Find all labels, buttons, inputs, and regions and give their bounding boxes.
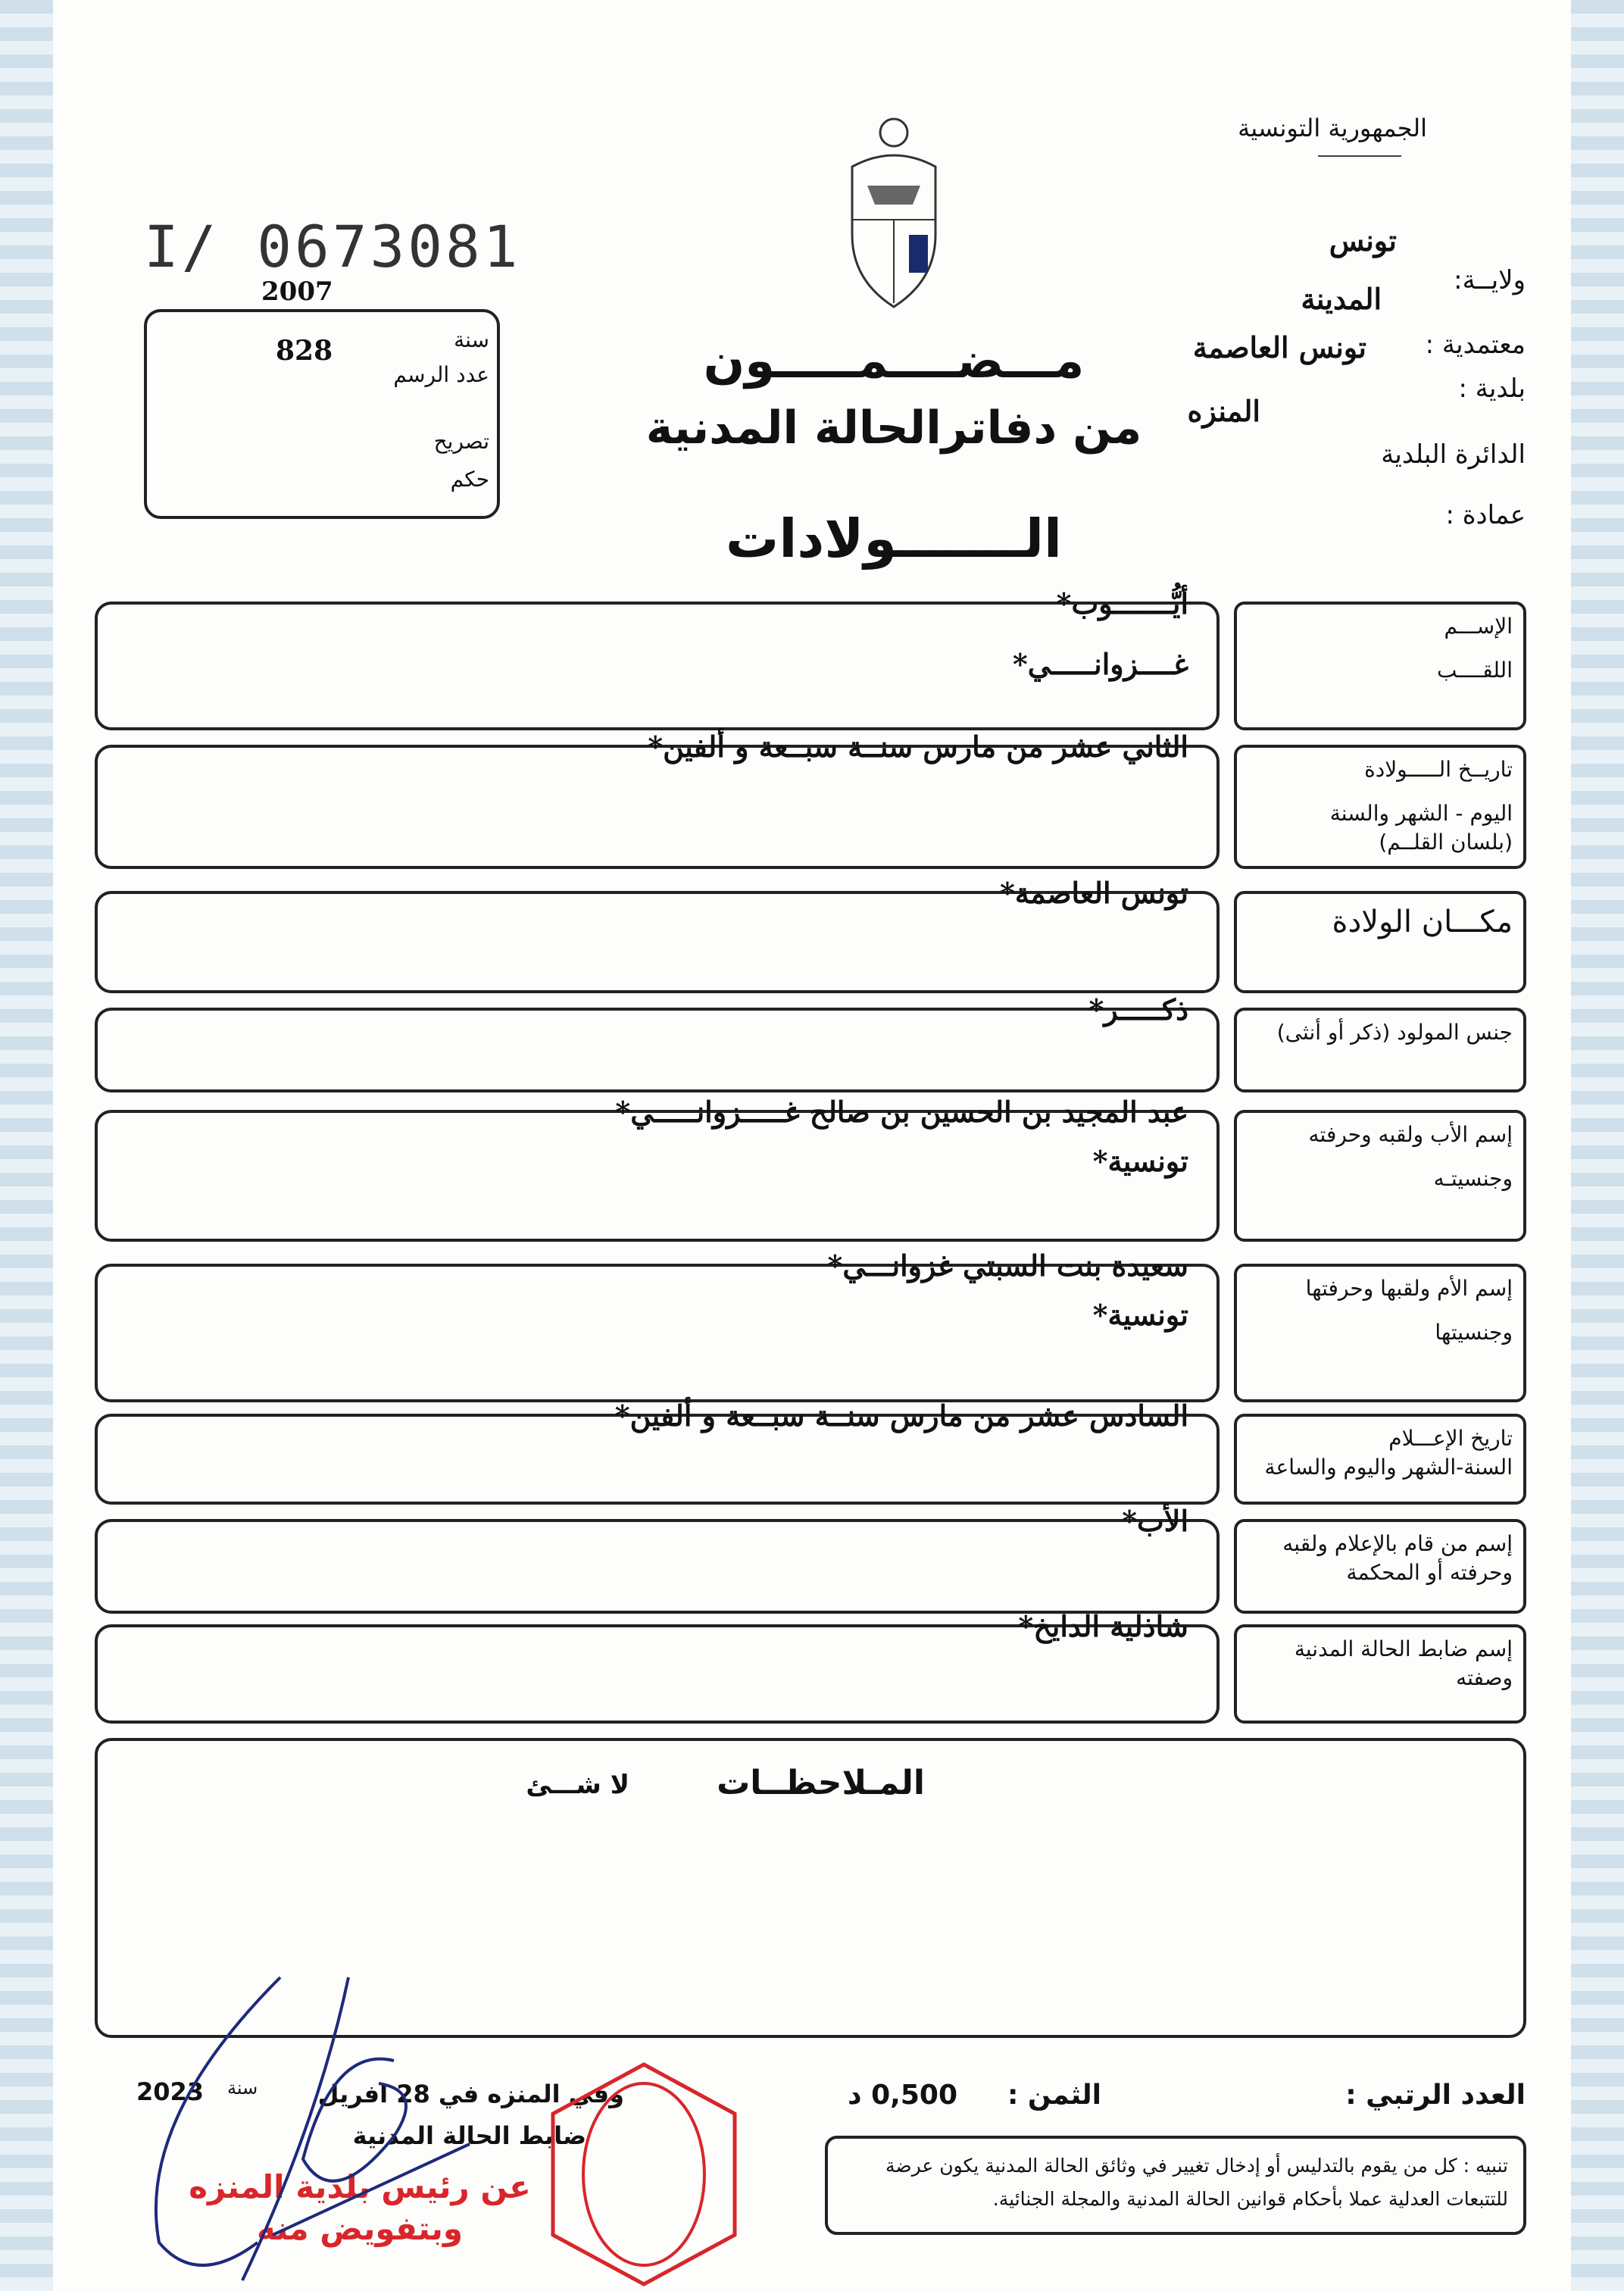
record-box bbox=[144, 309, 500, 519]
declaration-label: تصريح bbox=[433, 429, 489, 454]
year-stamp: 2007 bbox=[261, 277, 333, 307]
row-declarant-value-box bbox=[95, 1519, 1220, 1614]
row-father-value-box bbox=[95, 1110, 1220, 1242]
year-label: سنة bbox=[454, 327, 489, 352]
record-number-label: عدد الرسم bbox=[393, 362, 489, 387]
row-declaration-date-value: السادس عشر من مارس سنــة سبــعة و ألفين* bbox=[614, 1399, 1188, 1433]
row-mother-value: سعيدة بنت السبتي غزوانـــي* bbox=[827, 1249, 1188, 1283]
serial-number: I/ 0673081 bbox=[144, 213, 521, 280]
handwritten-signature bbox=[106, 1970, 530, 2288]
title-line2: من دفاترالحالة المدنية bbox=[645, 402, 1142, 455]
delegation-value: تونس العاصمة bbox=[1192, 330, 1366, 364]
row-father-value: عبد المجيد بن الحسين بن صالح غـــــزوانـــــي* bbox=[615, 1095, 1188, 1129]
row-sex-label-box bbox=[1234, 1008, 1526, 1092]
row-sex-value-box bbox=[95, 1008, 1220, 1092]
year-label-footer: سنة bbox=[227, 2077, 258, 2099]
row-label-2: وصفته bbox=[1456, 1664, 1513, 1690]
row-label-2: وحرفته أو المحكمة bbox=[1346, 1559, 1513, 1585]
legal-notice-text: تنبيه : كل من يقوم بالتدليس أو إدخال تغيير في وثائق الحالة المدنية يكون عرضة للتتبعات العدلية عملا بأحكام قوانين الحالة المدنية والمجلة الجنائية. bbox=[885, 2155, 1508, 2210]
year-value-footer: 2023 bbox=[136, 2077, 205, 2106]
row-declaration-date-label-box bbox=[1234, 1414, 1526, 1505]
row-declarant-label-box bbox=[1234, 1519, 1526, 1614]
row-birth-place-label-box bbox=[1234, 891, 1526, 993]
row-name-value: أيُّـــــــوب* bbox=[1056, 586, 1188, 620]
wilaya-value: تونس bbox=[1329, 223, 1397, 258]
row-label: تاريــخ الـــــولادة bbox=[1364, 757, 1513, 782]
serial-number-label: العدد الرتبي : bbox=[1345, 2080, 1526, 2111]
price-label: الثمن : bbox=[1007, 2080, 1101, 2111]
row-name-value-2: غــــزوانـــــي* bbox=[1012, 647, 1188, 681]
official-stamp-text: عن رئيس بلدية المنزه وبتفويض منه bbox=[189, 2168, 531, 2247]
coat-of-arms-emblem bbox=[837, 114, 951, 311]
row-birth-date-value: الثاني عشر من مارس سنــة سبــعة و ألفين* bbox=[648, 730, 1188, 764]
row-label-2: وجنسيتـه bbox=[1433, 1165, 1513, 1191]
paper-border-left bbox=[0, 0, 53, 2291]
row-father-value-2: تونسية* bbox=[1092, 1144, 1188, 1178]
row-birth-date-label-box bbox=[1234, 745, 1526, 869]
official-stamp-seal bbox=[545, 2061, 742, 2288]
row-label-2: اللقــــب bbox=[1436, 657, 1513, 683]
record-number-value: 828 bbox=[276, 335, 333, 367]
row-registrar-value: شاذلية الدايخ* bbox=[1018, 1609, 1188, 1643]
row-label: إسم الأب ولقبه وحرفته bbox=[1308, 1122, 1513, 1147]
row-label: الإســـم bbox=[1444, 614, 1513, 639]
delegation-label: معتمدية : bbox=[1425, 330, 1526, 360]
title-births: الـــــــولادات bbox=[725, 508, 1063, 570]
price-value: 0,500 د bbox=[848, 2080, 957, 2111]
row-label: جنس المولود (ذكر أو أنثى) bbox=[1276, 1020, 1513, 1045]
row-label: تاريخ الإعـــلام bbox=[1388, 1426, 1513, 1451]
officer-label: ضابط الحالة المدنية bbox=[352, 2121, 586, 2150]
row-name-label-box bbox=[1234, 602, 1526, 730]
row-label-2: وجنسيتها bbox=[1435, 1319, 1513, 1345]
row-birth-place-value: تونس العاصمة* bbox=[1000, 876, 1188, 910]
row-label: إسم الأم ولقبها وحرفتها bbox=[1305, 1276, 1513, 1301]
omada-label: عمادة : bbox=[1445, 500, 1526, 530]
remarks-label: المـلاحظــات bbox=[717, 1764, 925, 1802]
row-registrar-label-box bbox=[1234, 1624, 1526, 1724]
remarks-value: لا شـــئ bbox=[526, 1770, 629, 1800]
row-mother-value-box bbox=[95, 1264, 1220, 1402]
legal-notice-box bbox=[825, 2136, 1526, 2235]
paper-border-right bbox=[1571, 0, 1624, 2291]
row-label: إسم من قام بالإعلام ولقبه bbox=[1282, 1531, 1513, 1556]
row-label-2: اليوم - الشهر والسنة bbox=[1329, 800, 1513, 826]
issue-date: وفي المنزه في 28 افريل bbox=[317, 2080, 624, 2108]
row-father-label-box bbox=[1234, 1110, 1526, 1242]
row-label: إسم ضابط الحالة المدنية bbox=[1294, 1636, 1513, 1661]
row-declarant-value: الأب* bbox=[1122, 1504, 1188, 1538]
municipality-value: المنزه bbox=[1187, 394, 1260, 428]
row-label: مكـــان الولادة bbox=[1332, 905, 1513, 939]
row-label-3: (بلسان القلــم) bbox=[1379, 829, 1513, 855]
district-label: الدائرة البلدية bbox=[1381, 439, 1526, 470]
divider bbox=[1318, 155, 1401, 157]
row-mother-value-2: تونسية* bbox=[1092, 1298, 1188, 1332]
row-label-2: السنة-الشهر واليوم والساعة bbox=[1264, 1454, 1513, 1480]
row-mother-label-box bbox=[1234, 1264, 1526, 1402]
title-line1: مـــضــــمـــــون bbox=[703, 333, 1085, 389]
republic-label: الجمهورية التونسية bbox=[1238, 114, 1427, 142]
row-sex-value: ذكـــــر* bbox=[1088, 992, 1188, 1027]
wilaya-value-2: المدينة bbox=[1301, 282, 1382, 316]
judgment-label: حكم bbox=[450, 467, 489, 492]
municipality-label: بلدية : bbox=[1458, 373, 1526, 404]
wilaya-label: ولايــة: bbox=[1454, 265, 1526, 295]
